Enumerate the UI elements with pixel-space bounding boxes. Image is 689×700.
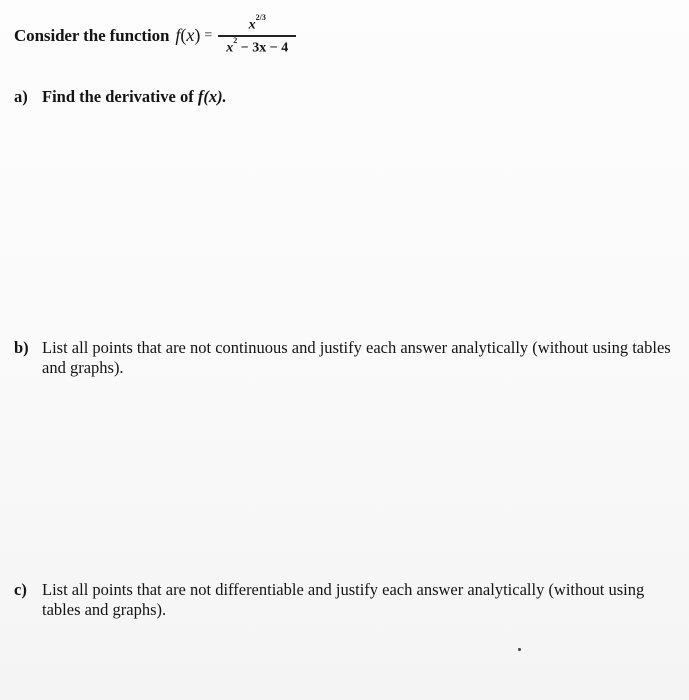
stray-mark [518, 648, 521, 651]
fraction-denominator: $x^2 - 3x - 4$ [226, 35, 289, 56]
question-a-text: Find the derivative of f(x). [42, 87, 227, 106]
fraction-numerator: $x^{2/3}$ [248, 12, 266, 33]
question-a-math: f(x). [197, 87, 227, 106]
question-a [14, 87, 674, 107]
problem-statement [14, 10, 296, 62]
function-name: f [175, 25, 181, 46]
question-c-text: List all points that are not differentiable and justify each answer analytically (without using tables and graphs). [42, 580, 645, 619]
question-b-text: List all points that are not continuous and justify each answer analytically (without using tables and graphs). [42, 338, 671, 377]
question-b-label: b) [14, 338, 29, 357]
problem-intro: Consider the function [14, 26, 170, 45]
function-definition [175, 12, 296, 57]
function-arg: (x) [180, 25, 201, 46]
equals-sign: = [204, 27, 213, 43]
question-b [14, 338, 674, 378]
question-c-label: c) [14, 580, 27, 599]
question-c [14, 580, 674, 620]
question-a-label: a) [14, 87, 28, 106]
fraction [218, 12, 296, 57]
